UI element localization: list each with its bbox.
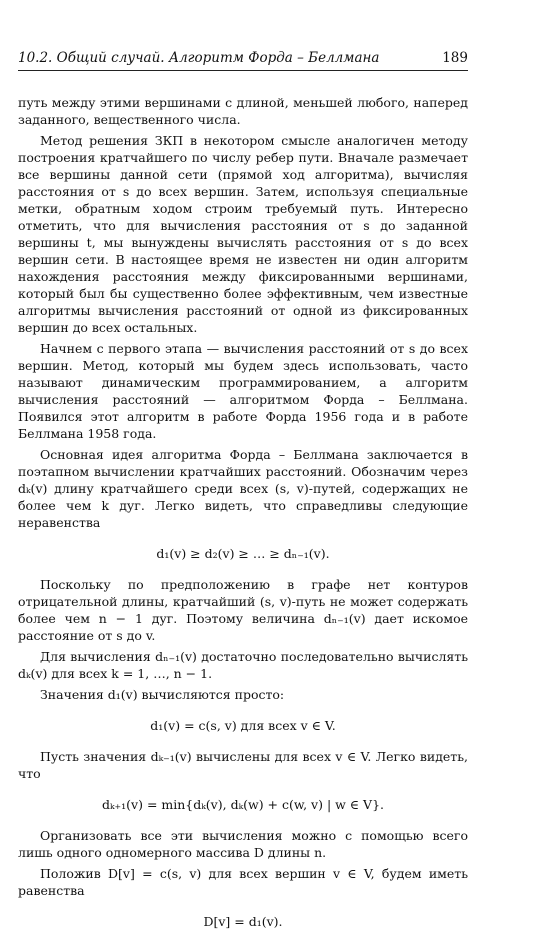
paragraph-sequential: Для вычисления dₙ₋₁(v) достаточно последовательно вычислять dₖ(v) для всех k = 1, …, n − 1.: [18, 649, 468, 681]
paragraph-d1-values: Значения d₁(v) вычисляются просто:: [40, 687, 285, 702]
equation-array-init: D[v] = d₁(v).: [203, 914, 283, 929]
page-number: 189: [442, 50, 468, 66]
running-header: [18, 50, 468, 71]
page-body: [18, 94, 468, 944]
paragraph-array: Организовать все эти вычисления можно с помощью всего лишь одного одномерного массива D длины n.: [18, 828, 468, 860]
paragraph-main-idea: Основная идея алгоритма Форда – Беллмана заключается в поэтапном вычислении кратчайших расстояний. Обозначим через dₖ(v) длину кратчайшего среди всех (s, v)-путей, содержащих не более чем k дуг. Легко видеть, что справедливы следующие неравенства: [18, 447, 468, 530]
equation-inequalities: d₁(v) ≥ d₂(v) ≥ … ≥ dₙ₋₁(v).: [156, 546, 330, 561]
paragraph-induction: Пусть значения dₖ₋₁(v) вычислены для всех v ∈ V. Легко видеть, что: [18, 749, 468, 781]
paragraph-method: Метод решения ЗКП в некотором смысле аналогичен методу построения кратчайшего по числу ребер пути. Вначале размечает все вершины данной сети (прямой ход алгоритма), вычисляя расстояния от s до всех вершин. Затем, используя специальные метки, обратным ходом строим требуемый путь. Интересно отметить, что для вычисления расстояния от s до заданной вершины t, мы вынуждены вычислять расстояния от s до всех вершин сети. В настоящее время не известен ни один алгоритм нахождения расстояния между фиксированными вершинами, который был бы существенно более эффективным, чем известные алгоритмы вычисления расстояний от одной из фиксированных вершин до всех остальных.: [18, 133, 468, 335]
paragraph-init: Положив D[v] = c(s, v) для всех вершин v ∈ V, будем иметь равенства: [18, 866, 468, 898]
equation-recurrence: dₖ₊₁(v) = min{dₖ(v), dₖ(w) + c(w, v) | w ∈ V}.: [101, 797, 384, 812]
equation-d1: d₁(v) = c(s, v) для всех v ∈ V.: [150, 718, 336, 733]
paragraph-no-negative-cycles: Поскольку по предположению в графе нет контуров отрицательной длины, кратчайший (s, v)-путь не может содержать более чем n − 1 дуг. Поэтому величина dₙ₋₁(v) дает искомое расстояние от s до v.: [18, 577, 468, 643]
running-title: 10.2. Общий случай. Алгоритм Форда – Беллмана: [18, 50, 380, 66]
paragraph-continuation: путь между этими вершинами с длиной, меньшей любого, наперед заданного, вещественного числа.: [18, 95, 468, 127]
paragraph-first-stage: Начнем с первого этапа — вычисления расстояний от s до всех вершин. Метод, который мы будем здесь использовать, часто называют динамическим программированием, а алгоритм вычисления расстояний — алгоритмом Форда – Беллмана. Появился этот алгоритм в работе Форда 1956 года и в работе Беллмана 1958 года.: [18, 341, 468, 441]
